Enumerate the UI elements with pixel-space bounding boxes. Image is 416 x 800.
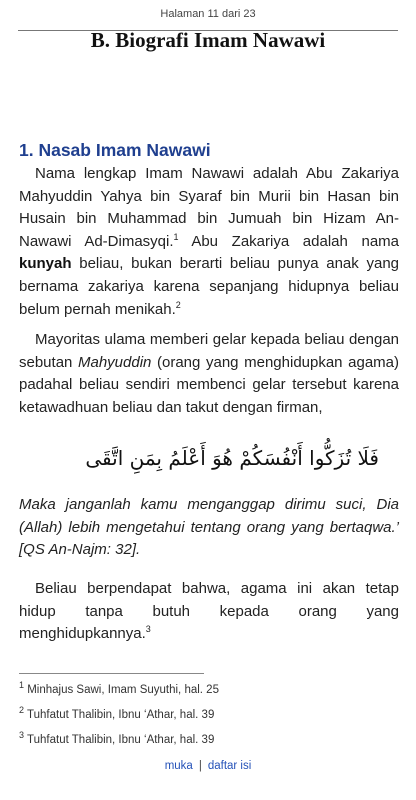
footnote-ref-2[interactable]: 2 xyxy=(175,299,181,310)
footnote-1 xyxy=(19,680,219,696)
footnote-number: 1 xyxy=(19,680,25,691)
paragraph-text: Beliau berpendapat bahwa, agama ini akan tetap hidup tanpa butuh kepada orang yang menghidupkannya. xyxy=(19,580,399,643)
page-navigation xyxy=(0,760,416,772)
arabic-verse: فَلَا تُزَكُّوا أَنْفُسَكُمْ هُوَ أَعْلَمُ بِمَنِ اتَّقَى xyxy=(85,446,379,470)
footnote-2 xyxy=(19,705,215,721)
paragraph-text: Nama lengkap Imam Nawawi adalah Abu Zakariya Mahyuddin Yahya bin Syaraf bin Murii bin Hasan bin Husain bin Muhammad bin Jumuah bin Hizam An-Nawawi Ad-Dimasyqi. xyxy=(19,165,399,250)
paragraph-pendapat xyxy=(19,578,399,646)
footnote-3 xyxy=(19,730,215,746)
table-of-contents-link[interactable]: daftar isi xyxy=(207,760,252,772)
chapter-title: B. Biografi Imam Nawawi xyxy=(90,28,326,52)
term-kunyah: kunyah xyxy=(19,255,72,273)
footnote-divider xyxy=(19,673,204,674)
verse-translation: Maka janganlah kamu menganggap dirimu suci, Dia (Allah) lebih mengetahui tentang orang yang bertaqwa.’ [QS An-Najm: 32]. xyxy=(19,496,399,559)
paragraph-text: beliau, bukan berarti beliau punya anak yang bernama zakariya karena sepanjang hidupnya beliau belum pernah menikah. xyxy=(19,255,399,318)
page-number-label: Halaman 11 dari 23 xyxy=(160,8,256,20)
footnote-ref-1[interactable]: 1 xyxy=(173,231,179,242)
term-mahyuddin: Mahyuddin xyxy=(78,353,152,371)
home-link[interactable]: muka xyxy=(164,760,193,772)
paragraph-text: Mayoritas ulama memberi gelar kepada beliau dengan sebutan xyxy=(19,331,399,371)
paragraph-text: (orang yang menghidupkan agama) padahal beliau sendiri membenci gelar tersebut karena ketawadhuan beliau dan takut dengan firman, xyxy=(19,353,400,416)
paragraph-gelar xyxy=(19,329,399,419)
section-heading: 1. Nasab Imam Nawawi xyxy=(19,140,211,160)
footnote-number: 2 xyxy=(19,705,25,716)
nav-separator: | xyxy=(198,760,202,772)
footnote-text: Tuhfatut Thalibin, Ibnu ‘Athar, hal. 39 xyxy=(27,734,215,746)
footnote-ref-3[interactable]: 3 xyxy=(145,624,151,635)
footnote-text: Tuhfatut Thalibin, Ibnu ‘Athar, hal. 39 xyxy=(27,709,215,721)
paragraph-text: Abu Zakariya adalah nama xyxy=(178,232,399,250)
footnote-number: 3 xyxy=(19,730,25,741)
footnote-text: Minhajus Sawi, Imam Suyuthi, hal. 25 xyxy=(27,684,219,696)
paragraph-nasab xyxy=(19,163,399,321)
